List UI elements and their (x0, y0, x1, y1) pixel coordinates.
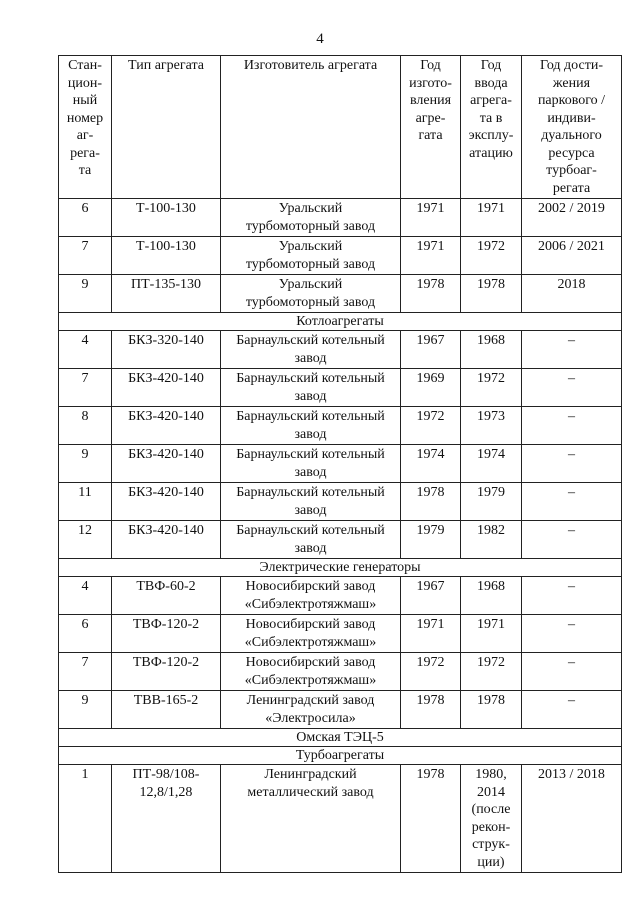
unit-type-cell: Т-100-130 (112, 199, 221, 237)
year-manufactured-cell: 1967 (401, 577, 461, 615)
resource-year-cell: 2006 / 2021 (522, 237, 622, 275)
table-row (59, 653, 622, 691)
manufacturer-cell: Уральский турбомоторный завод (221, 199, 401, 237)
resource-year-cell: – (522, 369, 622, 407)
year-commissioned-cell: 1973 (461, 407, 522, 445)
station-number-cell: 4 (59, 331, 112, 369)
manufacturer-cell: Барнаульский котельный завод (221, 521, 401, 559)
year-manufactured-cell: 1978 (401, 765, 461, 873)
resource-year-cell: – (522, 407, 622, 445)
year-commissioned-cell: 1971 (461, 199, 522, 237)
table-row (59, 369, 622, 407)
station-number-cell: 12 (59, 521, 112, 559)
column-header-year-manufactured: Год изгото- вления агре- гата (401, 56, 461, 199)
section-title: Омская ТЭЦ-5 (59, 729, 622, 747)
station-number-cell: 7 (59, 369, 112, 407)
column-header-station-number: Стан- цион- ный номер аг- рега- та (59, 56, 112, 199)
table-row (59, 765, 622, 873)
section-row (59, 313, 622, 331)
station-number-cell: 6 (59, 615, 112, 653)
manufacturer-cell: Новосибирский завод «Сибэлектротяжмаш» (221, 653, 401, 691)
section-row (59, 747, 622, 765)
station-number-cell: 9 (59, 275, 112, 313)
manufacturer-cell: Барнаульский котельный завод (221, 445, 401, 483)
resource-year-cell: 2013 / 2018 (522, 765, 622, 873)
manufacturer-cell: Барнаульский котельный завод (221, 407, 401, 445)
year-commissioned-cell: 1972 (461, 237, 522, 275)
year-manufactured-cell: 1972 (401, 653, 461, 691)
manufacturer-cell: Барнаульский котельный завод (221, 369, 401, 407)
year-commissioned-cell: 1982 (461, 521, 522, 559)
year-commissioned-cell: 1974 (461, 445, 522, 483)
year-commissioned-cell: 1972 (461, 369, 522, 407)
section-title: Турбоагрегаты (59, 747, 622, 765)
unit-type-cell: Т-100-130 (112, 237, 221, 275)
manufacturer-cell: Новосибирский завод «Сибэлектротяжмаш» (221, 615, 401, 653)
station-number-cell: 8 (59, 407, 112, 445)
resource-year-cell: – (522, 521, 622, 559)
manufacturer-cell: Ленинградский металлический завод (221, 765, 401, 873)
year-commissioned-cell: 1968 (461, 331, 522, 369)
column-header-resource-year: Год дости- жения паркового / индиви- дуального ресурса турбоаг- регата (522, 56, 622, 199)
page-number: 4 (316, 31, 324, 47)
table-row (59, 445, 622, 483)
year-manufactured-cell: 1978 (401, 691, 461, 729)
year-manufactured-cell: 1972 (401, 407, 461, 445)
unit-type-cell: ТВФ-120-2 (112, 653, 221, 691)
resource-year-cell: – (522, 653, 622, 691)
resource-year-cell: – (522, 483, 622, 521)
year-commissioned-cell: 1972 (461, 653, 522, 691)
manufacturer-cell: Ленинградский завод «Электросила» (221, 691, 401, 729)
resource-year-cell: – (522, 445, 622, 483)
resource-year-cell: – (522, 331, 622, 369)
year-manufactured-cell: 1978 (401, 483, 461, 521)
unit-type-cell: БКЗ-420-140 (112, 445, 221, 483)
table-row (59, 331, 622, 369)
resource-year-cell: 2018 (522, 275, 622, 313)
year-manufactured-cell: 1979 (401, 521, 461, 559)
year-manufactured-cell: 1967 (401, 331, 461, 369)
year-commissioned-cell: 1968 (461, 577, 522, 615)
section-title: Электрические генераторы (59, 559, 622, 577)
section-row (59, 729, 622, 747)
station-number-cell: 1 (59, 765, 112, 873)
column-header-manufacturer: Изготовитель агрегата (221, 56, 401, 199)
table-row (59, 521, 622, 559)
resource-year-cell: – (522, 577, 622, 615)
year-manufactured-cell: 1969 (401, 369, 461, 407)
manufacturer-cell: Барнаульский котельный завод (221, 331, 401, 369)
table-body (59, 199, 622, 873)
table-row (59, 237, 622, 275)
manufacturer-cell: Барнаульский котельный завод (221, 483, 401, 521)
unit-type-cell: БКЗ-420-140 (112, 521, 221, 559)
station-number-cell: 9 (59, 445, 112, 483)
resource-year-cell: 2002 / 2019 (522, 199, 622, 237)
table-row (59, 483, 622, 521)
resource-year-cell: – (522, 691, 622, 729)
year-commissioned-cell: 1980, 2014 (после рекон- струк- ции) (461, 765, 522, 873)
year-manufactured-cell: 1971 (401, 237, 461, 275)
table-row (59, 407, 622, 445)
year-manufactured-cell: 1974 (401, 445, 461, 483)
station-number-cell: 7 (59, 237, 112, 275)
manufacturer-cell: Новосибирский завод «Сибэлектротяжмаш» (221, 577, 401, 615)
unit-type-cell: БКЗ-420-140 (112, 483, 221, 521)
section-row (59, 559, 622, 577)
manufacturer-cell: Уральский турбомоторный завод (221, 237, 401, 275)
unit-type-cell: БКЗ-420-140 (112, 407, 221, 445)
year-manufactured-cell: 1971 (401, 199, 461, 237)
table-header-row (59, 56, 622, 199)
table-row (59, 615, 622, 653)
station-number-cell: 11 (59, 483, 112, 521)
unit-type-cell: ТВФ-60-2 (112, 577, 221, 615)
unit-type-cell: БКЗ-420-140 (112, 369, 221, 407)
unit-type-cell: ТВВ-165-2 (112, 691, 221, 729)
resource-year-cell: – (522, 615, 622, 653)
year-commissioned-cell: 1978 (461, 275, 522, 313)
station-number-cell: 4 (59, 577, 112, 615)
column-header-unit-type: Тип агрегата (112, 56, 221, 199)
year-commissioned-cell: 1979 (461, 483, 522, 521)
year-manufactured-cell: 1978 (401, 275, 461, 313)
station-number-cell: 7 (59, 653, 112, 691)
table-row (59, 691, 622, 729)
equipment-table (58, 55, 622, 873)
year-commissioned-cell: 1978 (461, 691, 522, 729)
table-row (59, 577, 622, 615)
section-title: Котлоагрегаты (59, 313, 622, 331)
station-number-cell: 9 (59, 691, 112, 729)
column-header-year-commissioned: Год ввода агрега- та в эксплу- атацию (461, 56, 522, 199)
manufacturer-cell: Уральский турбомоторный завод (221, 275, 401, 313)
year-manufactured-cell: 1971 (401, 615, 461, 653)
unit-type-cell: ПТ-98/108- 12,8/1,28 (112, 765, 221, 873)
year-commissioned-cell: 1971 (461, 615, 522, 653)
table-row (59, 275, 622, 313)
station-number-cell: 6 (59, 199, 112, 237)
unit-type-cell: ПТ-135-130 (112, 275, 221, 313)
table-row (59, 199, 622, 237)
unit-type-cell: ТВФ-120-2 (112, 615, 221, 653)
unit-type-cell: БКЗ-320-140 (112, 331, 221, 369)
